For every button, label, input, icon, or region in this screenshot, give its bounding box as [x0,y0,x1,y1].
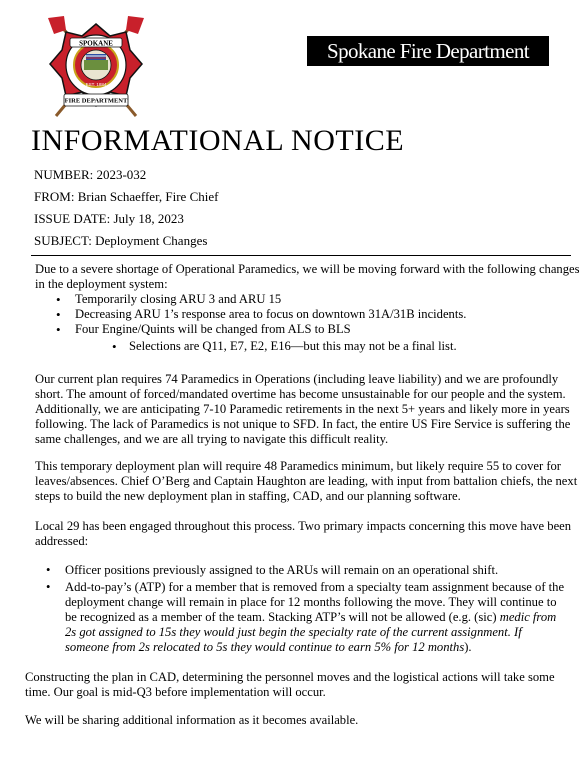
department-banner: Spokane Fire Department [307,36,549,66]
svg-text:EST. 1884: EST. 1884 [85,82,107,87]
svg-text:FIRE DEPARTMENT: FIRE DEPARTMENT [64,97,128,105]
notice-from: FROM: Brian Schaeffer, Fire Chief [34,189,219,204]
sub-changes-list [129,339,580,354]
cad-paragraph: Constructing the plan in CAD, determining the personnel moves and the logistical actions will take some time. Our goal is mid-Q3 before implementation will occur. [25,670,555,699]
notice-issue-date: ISSUE DATE: July 18, 2023 [34,211,184,226]
list-item [65,580,565,655]
notice-title: INFORMATIONAL NOTICE [31,124,405,157]
atp-example-italic: medic from 2s got assigned to 15s they would just begin the specialty rate of the current assignment. If someone from 2s relocated to 5s they would continue to earn 5% for 12 months [65,610,557,654]
closing-paragraph: We will be sharing additional information as it becomes available. [25,713,359,727]
intro-paragraph: Due to a severe shortage of Operational Paramedics, we will be moving forward with the following changes in the deployment system: [35,262,580,291]
changes-list [75,292,580,354]
plan-paragraph: Our current plan requires 74 Paramedics in Operations (including leave liability) and we are profoundly short. The amount of forced/mandated overtime has become unsustainable for our people and the system. Additionally, we are anticipating 7-10 Paramedic retirements in the next 5+ years and likely more in years following. The lack of Paramedics is not unique to SFD. In fact, the entire US Fire Service is suffering the same challenges, and we are all trying to navigate this difficult reality. [35,372,571,446]
list-item-text: Four Engine/Quints will be changed from ALS to BLS [75,322,351,336]
list-item [75,322,580,354]
local-29-paragraph: Local 29 has been engaged throughout this process. Two primary impacts concerning this move have been addressed: [35,519,572,548]
svg-text:SPOKANE: SPOKANE [79,39,113,48]
list-item: • Temporarily closing ARU 3 and ARU 15 [75,292,580,307]
header-divider [31,255,571,256]
atp-text-end: ). [464,640,472,654]
spokane-fire-department-seal [42,16,150,124]
atp-text: Add-to-pay’s (ATP) for a member that is removed from a specialty team assignment because of the deployment change will remain in place for 12 months following the move. They will continue to be recognized as a member of the team. Stacking ATP’s will not be allowed (e.g. (sic) [65,580,565,624]
list-item: • Officer positions previously assigned to the ARUs will remain on an operational shift. [65,563,565,578]
temporary-plan-paragraph: This temporary deployment plan will require 48 Paramedics minimum, but likely require 55 to cover for leaves/absences. Chief O’Berg and Captain Haughton are leading, with input from battalion chiefs, the next steps to build the new deployment plan in staffing, CAD, and our planning software. [35,459,578,503]
list-item: • Decreasing ARU 1’s response area to focus on downtown 31A/31B incidents. [75,307,580,322]
impacts-list [35,563,565,657]
notice-number: NUMBER: 2023-032 [34,167,147,182]
list-item: • Selections are Q11, E7, E2, E16—but this may not be a final list. [129,339,580,354]
intro-section [35,262,580,354]
notice-subject: SUBJECT: Deployment Changes [34,233,208,248]
